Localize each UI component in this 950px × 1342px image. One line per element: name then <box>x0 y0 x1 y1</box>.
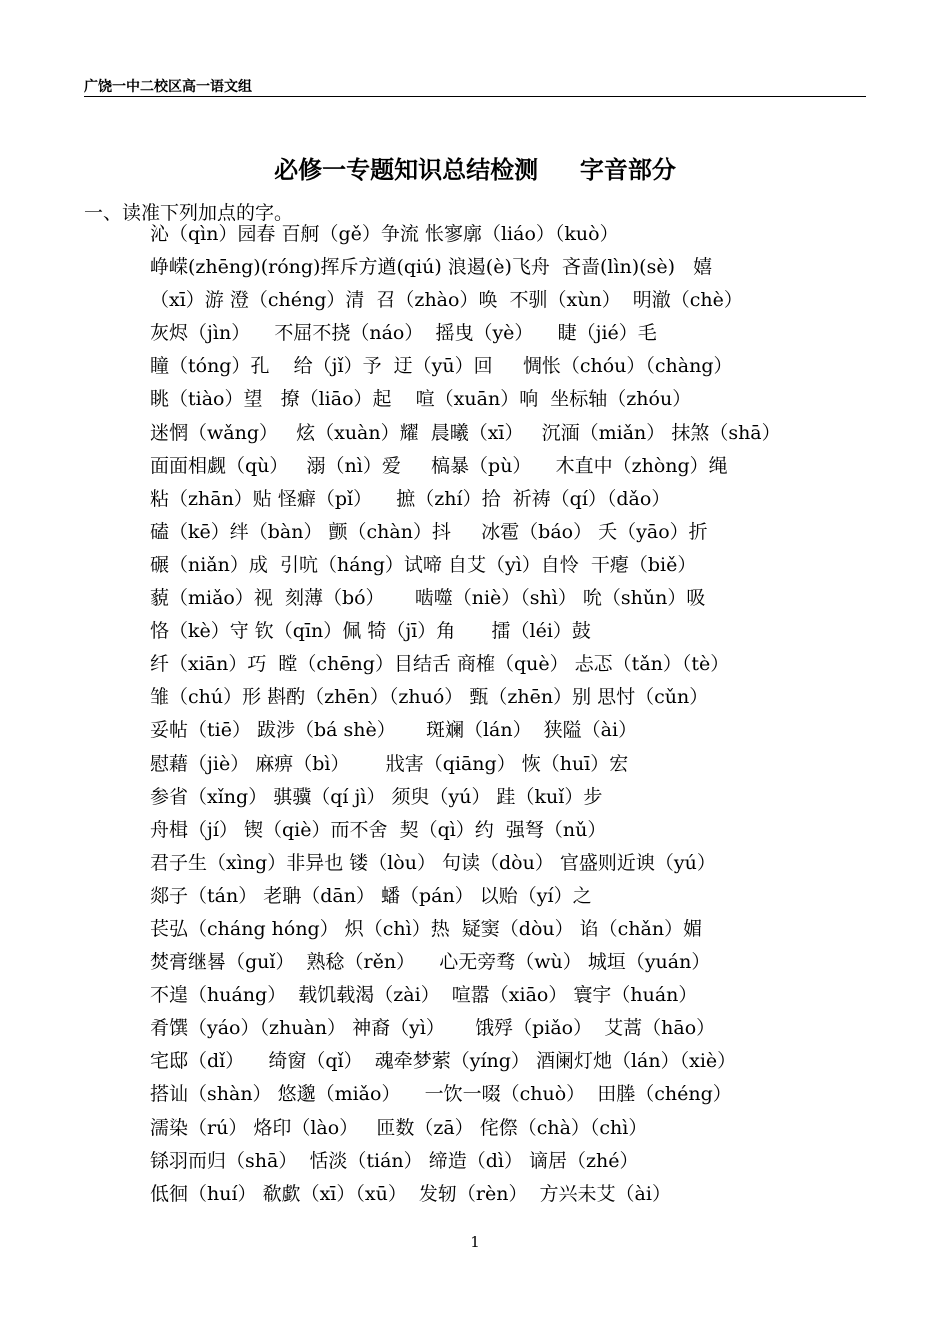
header-org: 广饶一中二校区高一语文组 <box>84 79 252 95</box>
list-line: 苌弘（cháng hóng） 炽（chì）热 疑窦（dòu） 谄（chǎn）媚 <box>150 917 703 940</box>
page-title: 必修一专题知识总结检测 字音部分 <box>274 155 676 184</box>
list-line: 肴馔（yáo）（zhuàn） 神裔（yì） 饿殍（piǎo） 艾蒿（hāo） <box>150 1017 716 1040</box>
list-line: 低徊（huí） 欷歔（xī）（xū） 发轫（rèn） 方兴未艾（ài） <box>150 1182 671 1205</box>
list-line: 郯子（tán） 老聃（dān） 蟠（pán） 以贻（yí）之 <box>150 884 592 907</box>
list-line: 碾（niǎn）成 引吭（háng）试啼 自艾（yì）自怜 干瘪（biě） <box>150 553 697 576</box>
list-line: 不遑（huáng） 载饥载渴（zài） 喧嚣（xiāo） 寰宇（huán） <box>150 984 698 1007</box>
list-line: 粘（zhān）贴 怪癖（pǐ） 摭（zhí）拾 祈祷（qí）（dǎo） <box>150 487 671 510</box>
list-line: 面面相觑（qù） 溺（nì）爱 槁暴（pù） 木直中（zhòng）绳 <box>150 454 728 477</box>
list-line: 纤（xiān）巧 瞠（chēng）目结舌 商榷（què） 忐忑（tǎn）（tè） <box>150 653 730 676</box>
list-line: 铩羽而归（shā） 恬淡（tián） 缔造（dì） 谪居（zhé） <box>150 1149 639 1172</box>
list-line: 恪（kè）守 钦（qīn）佩 犄（jī）角 擂（léi）鼓 <box>150 620 591 643</box>
list-line: 君子生（xìng）非异也 镂（lòu） 句读（dòu） 官盛则近谀（yú） <box>150 851 716 874</box>
list-line: 瞳（tóng）孔 给（jǐ）予 迂（yū）回 惆怅（chóu）（chàng） <box>150 355 733 378</box>
list-line: （xī）游 澄（chéng）清 召（zhào）唤 不驯（xùn） 明澈（chè） <box>150 289 743 312</box>
list-line: 参省（xǐng） 骐骥（qí jì） 须臾（yú） 跬（kuǐ）步 <box>150 785 603 808</box>
page-header <box>84 76 866 97</box>
list-line: 舟楫（jí） 锲（qiè）而不舍 契（qì）约 强弩（nǔ） <box>150 818 607 841</box>
list-line: 迷惘（wǎng） 炫（xuàn）耀 晨曦（xī） 沉湎（miǎn） 抹煞（shā） <box>150 421 781 444</box>
pronunciation-list <box>150 218 870 1211</box>
list-line: 藐（miǎo）视 刻薄（bó） 啮噬（niè）（shì） 吮（shǔn）吸 <box>150 587 706 610</box>
list-line: 磕（kē）绊（bàn） 颤（chàn）抖 冰雹（báo） 夭（yāo）折 <box>150 520 708 543</box>
list-line: 眺（tiào）望 撩（liāo）起 喧（xuān）响 坐标轴（zhóu） <box>150 388 692 411</box>
list-line: 妥帖（tiē） 跋涉（bá shè） 斑斓（lán） 狭隘（ài） <box>150 719 638 742</box>
page-number: 1 <box>470 1233 480 1251</box>
list-line: 雏（chú）形 斟酌（zhēn）（zhuó） 甄（zhēn）别 思忖（cǔn） <box>150 686 709 709</box>
list-line: 峥嵘(zhēng)(róng)挥斥方遒(qiú) 浪遏(è)飞舟 吝啬(lìn)(sè) 嬉 <box>150 256 713 279</box>
list-line: 焚膏继晷（guǐ） 熟稔（rěn） 心无旁骛（wù） 城垣（yuán） <box>150 951 711 974</box>
list-line: 灰烬（jìn） 不屈不挠（náo） 摇曳（yè） 睫（jié）毛 <box>150 322 657 345</box>
list-line: 搭讪（shàn） 悠邈（miǎo） 一饮一啜（chuò） 田塍（chéng） <box>150 1083 732 1106</box>
list-line: 沁（qìn）园春 百舸（gě）争流 怅寥廓（liáo）（kuò） <box>150 223 619 245</box>
section-heading: 一、读准下列加点的字。 <box>84 202 294 224</box>
list-line: 慰藉（jiè） 麻痹（bì） 戕害（qiāng） 恢（huī）宏 <box>150 752 629 775</box>
list-line: 濡染（rú） 烙印（lào） 匝数（zā） 侘傺（chà）（chì） <box>150 1116 648 1139</box>
list-line: 宅邸（dǐ） 绮窗（qǐ） 魂牵梦萦（yíng） 酒阑灯灺（lán）（xiè） <box>150 1050 737 1073</box>
